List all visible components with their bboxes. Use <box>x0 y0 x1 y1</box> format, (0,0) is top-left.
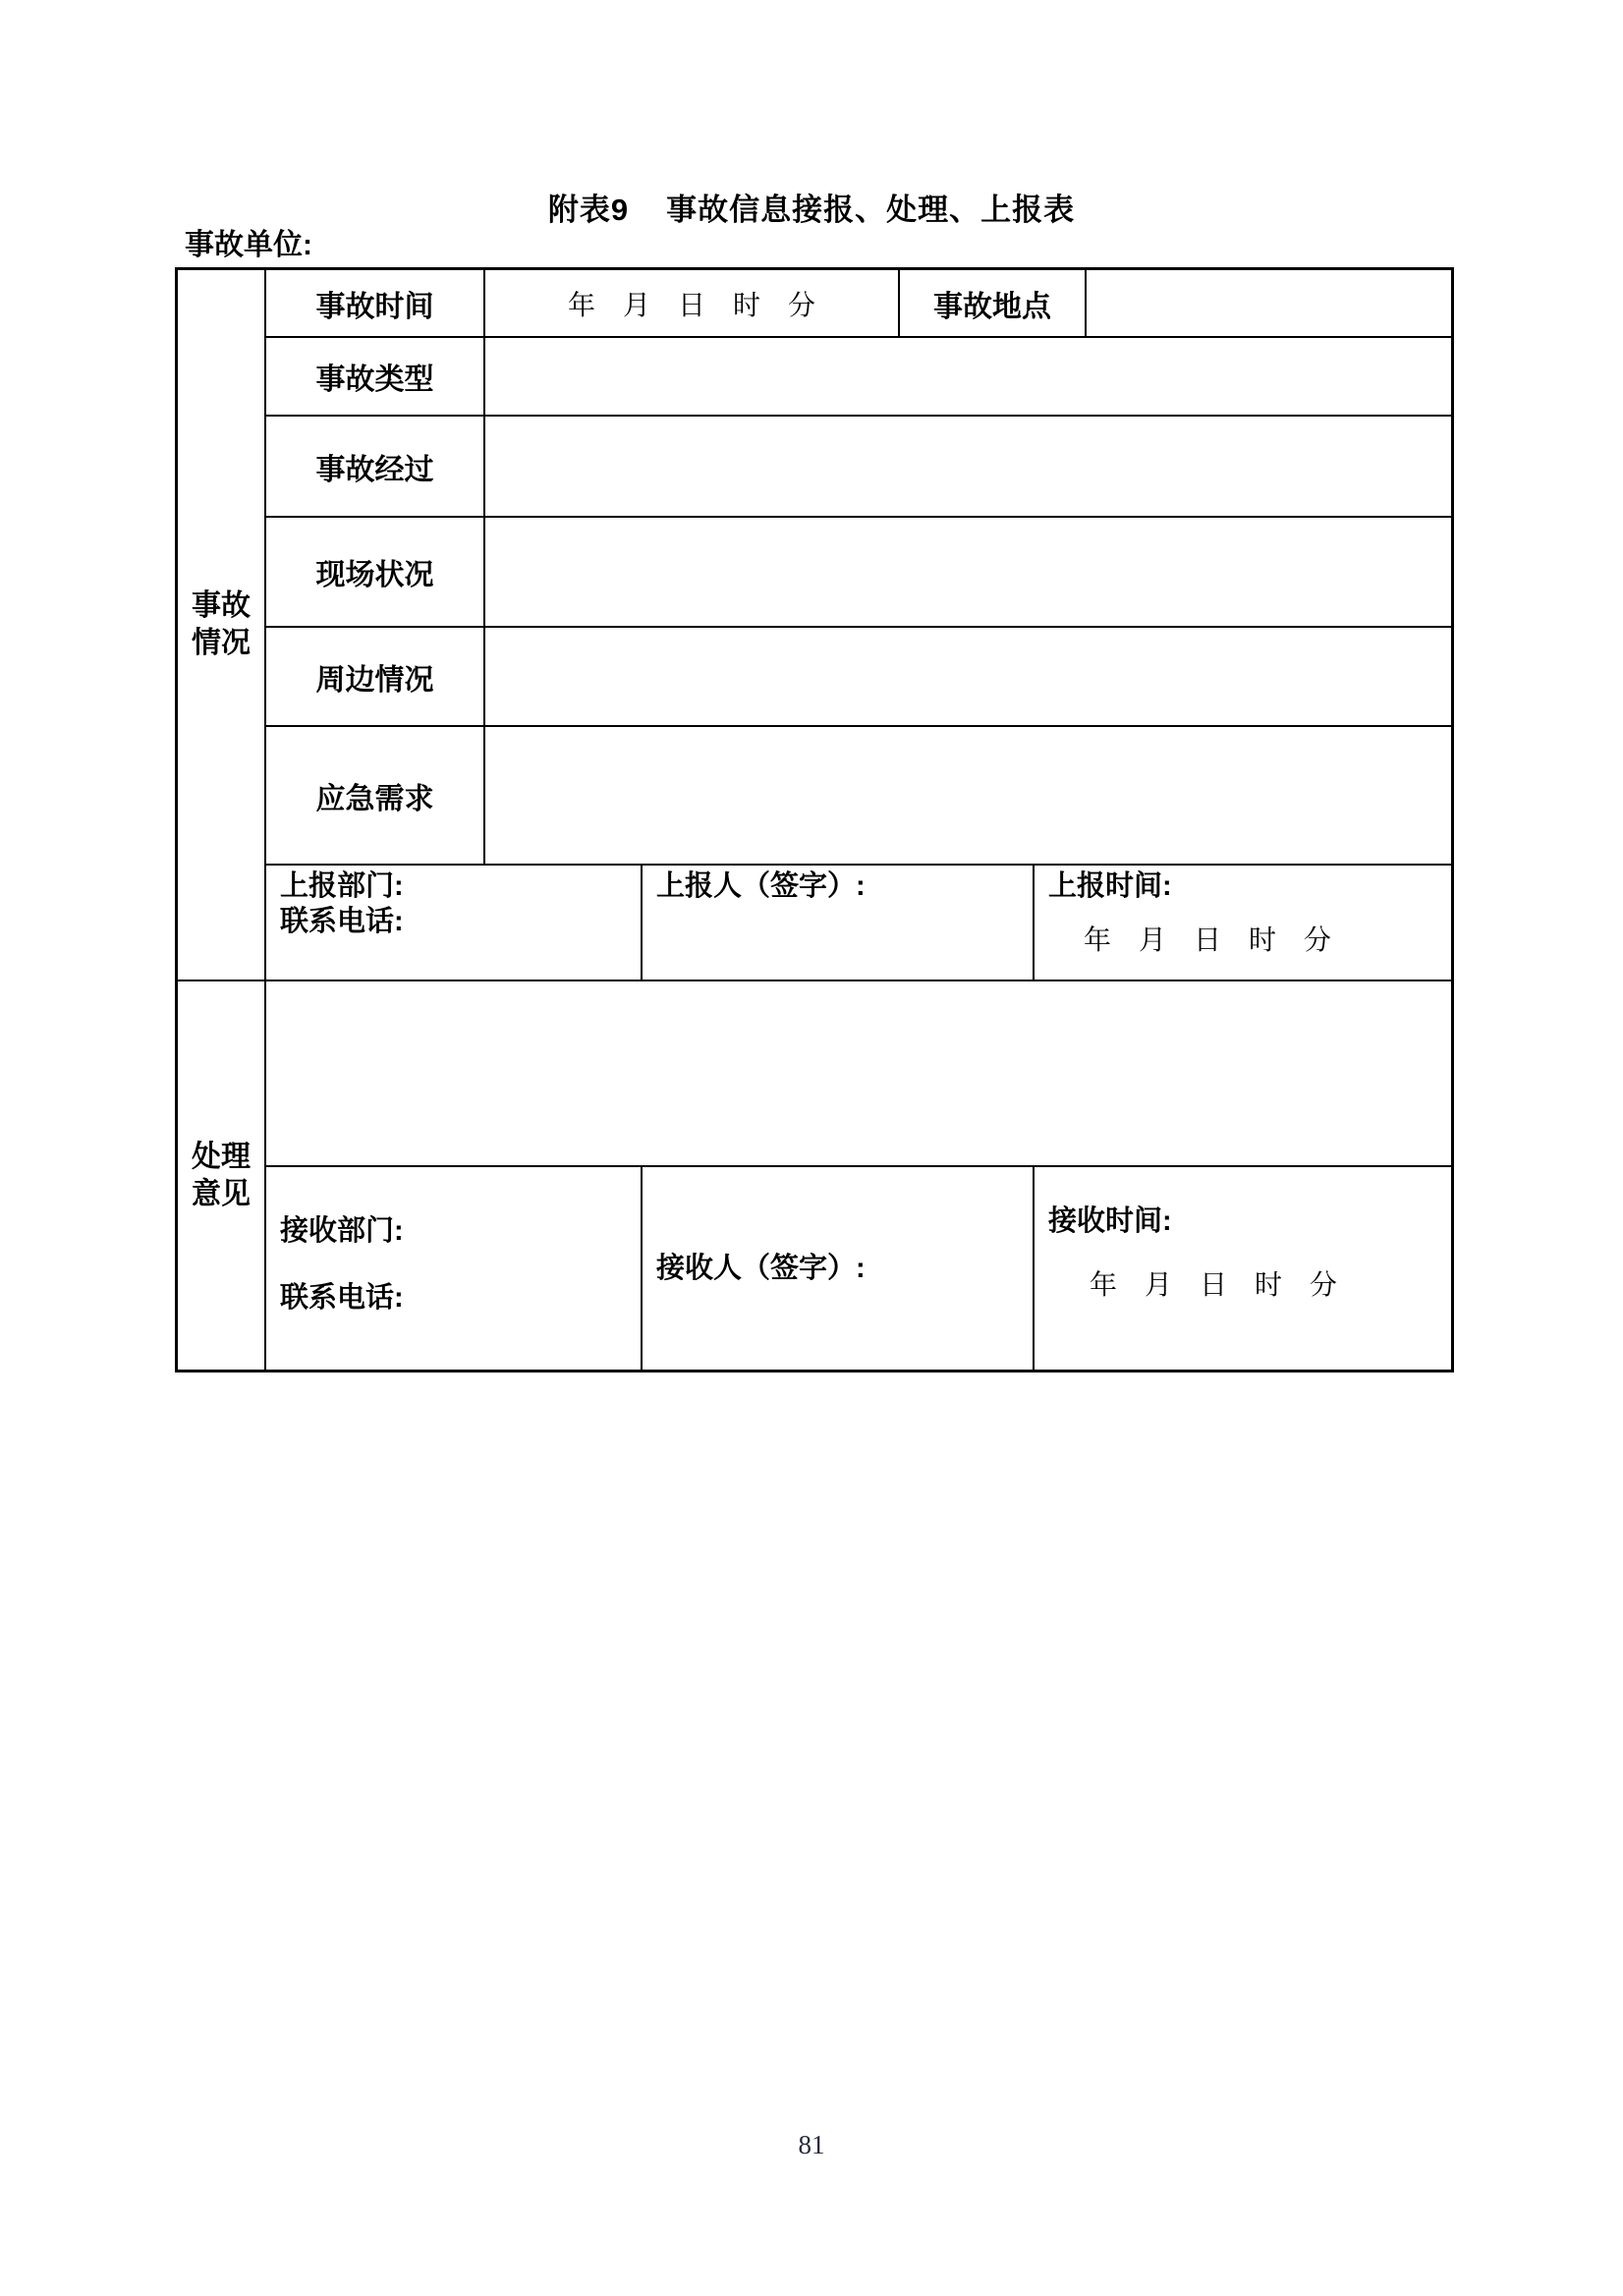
accident-course-field <box>485 417 1451 516</box>
receive-time-cell <box>1035 1167 1451 1370</box>
page-number: 81 <box>798 2130 825 2159</box>
report-phone-label: 联系电话: <box>280 906 404 937</box>
report-time-label: 上报时间: <box>1048 870 1172 902</box>
receive-dept-cell <box>266 1167 641 1370</box>
handling-section-header <box>178 981 264 1370</box>
page-title-prefix: 附表9 <box>547 193 630 227</box>
surroundings-label: 周边情况 <box>315 663 434 697</box>
handling-opinion-field <box>266 981 1451 1165</box>
scene-status-label: 现场状况 <box>315 559 434 591</box>
accident-report-form-table <box>175 267 1454 1372</box>
report-dept-cell <box>266 866 641 980</box>
page-title <box>0 191 1623 230</box>
accident-unit-label: 事故单位: <box>185 229 312 261</box>
accident-section-header <box>178 270 264 980</box>
handling-section-header-text: 处理意见 <box>192 1140 251 1210</box>
accident-type-field <box>485 338 1451 415</box>
report-signer-cell <box>643 866 1033 980</box>
accident-location-label: 事故地点 <box>933 290 1051 323</box>
receive-signer-label: 接收人（签字）: <box>656 1253 866 1284</box>
accident-course-label: 事故经过 <box>315 453 434 486</box>
receive-signer-cell <box>643 1167 1033 1370</box>
accident-type-label: 事故类型 <box>315 364 434 396</box>
accident-section-header-text: 事故情况 <box>192 589 251 659</box>
report-time-cell <box>1035 866 1451 980</box>
page-title-main: 事故信息接报、处理、上报表 <box>666 193 1076 227</box>
receive-dept-label: 接收部门: <box>280 1215 404 1247</box>
accident-location-field <box>1087 270 1451 336</box>
emergency-needs-label: 应急需求 <box>315 782 434 815</box>
receive-time-field: 年 月 日 时 分 <box>1090 1269 1338 1300</box>
receive-time-label: 接收时间: <box>1048 1205 1172 1237</box>
report-dept-label: 上报部门: <box>280 870 404 902</box>
emergency-needs-field <box>485 727 1451 864</box>
receive-phone-label: 联系电话: <box>280 1282 404 1314</box>
surroundings-field <box>485 628 1451 725</box>
accident-time-label: 事故时间 <box>315 290 434 323</box>
report-signer-label: 上报人（签字）: <box>656 870 866 902</box>
accident-time-field: 年 月 日 时 分 <box>567 289 815 320</box>
report-time-field: 年 月 日 时 分 <box>1084 924 1332 955</box>
scene-status-field <box>485 518 1451 626</box>
